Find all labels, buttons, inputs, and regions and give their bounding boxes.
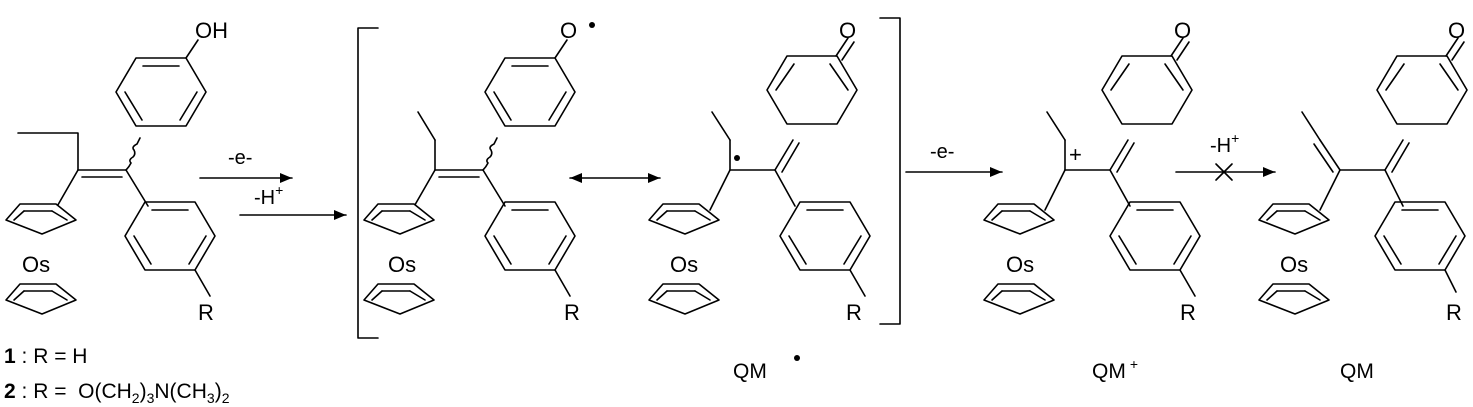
metal-label: Os [1280,252,1309,277]
metal-label: Os [670,252,699,277]
qm-radical-label: QM [733,360,767,383]
r-group-label: R [198,300,214,325]
r-group-label: R [1446,300,1462,325]
carbonyl-label: O [1448,18,1466,43]
structure-qm-cation [984,18,1200,325]
compound-2-caption: 2 : $R = O(CH_2)_3N(CH_3)_2$ [4,380,230,406]
step3-reagent-proton: -H+ [1210,130,1240,157]
carbonyl-label: O [1174,18,1192,43]
qm-radical-dot [794,355,800,361]
r-group-label: R [846,300,862,325]
metal-label: Os [388,252,417,277]
oxy-radical-label: O [560,18,578,43]
plus-charge-label: + [1069,142,1082,167]
structure-starting-material [6,18,228,325]
r-group-label: R [1180,300,1196,325]
structure-phenoxyl-radical [364,18,595,325]
structure-qm-radical [649,18,870,325]
arrow-step-2 [906,141,1002,177]
step1-reagent-electron: -e- [228,147,253,169]
hydroxyl-label: OH [195,18,228,43]
resonance-arrow [570,173,660,183]
step2-reagent-electron: -e- [930,141,955,163]
carbonyl-label: O [839,18,857,43]
compound-1-caption: 1 : R = H [4,345,88,368]
r-group-label: R [564,300,580,325]
structure-qm [1259,18,1467,325]
arrow-step-1 [200,147,346,220]
bracket-right [880,18,900,324]
qm-cation-label: QM + [1092,356,1139,383]
metal-label: Os [1006,252,1035,277]
qm-label: QM [1340,360,1374,383]
arrow-step-3-blocked [1176,130,1275,180]
step1-reagent-proton: -H+ [254,182,284,209]
metal-label: Os [22,252,51,277]
